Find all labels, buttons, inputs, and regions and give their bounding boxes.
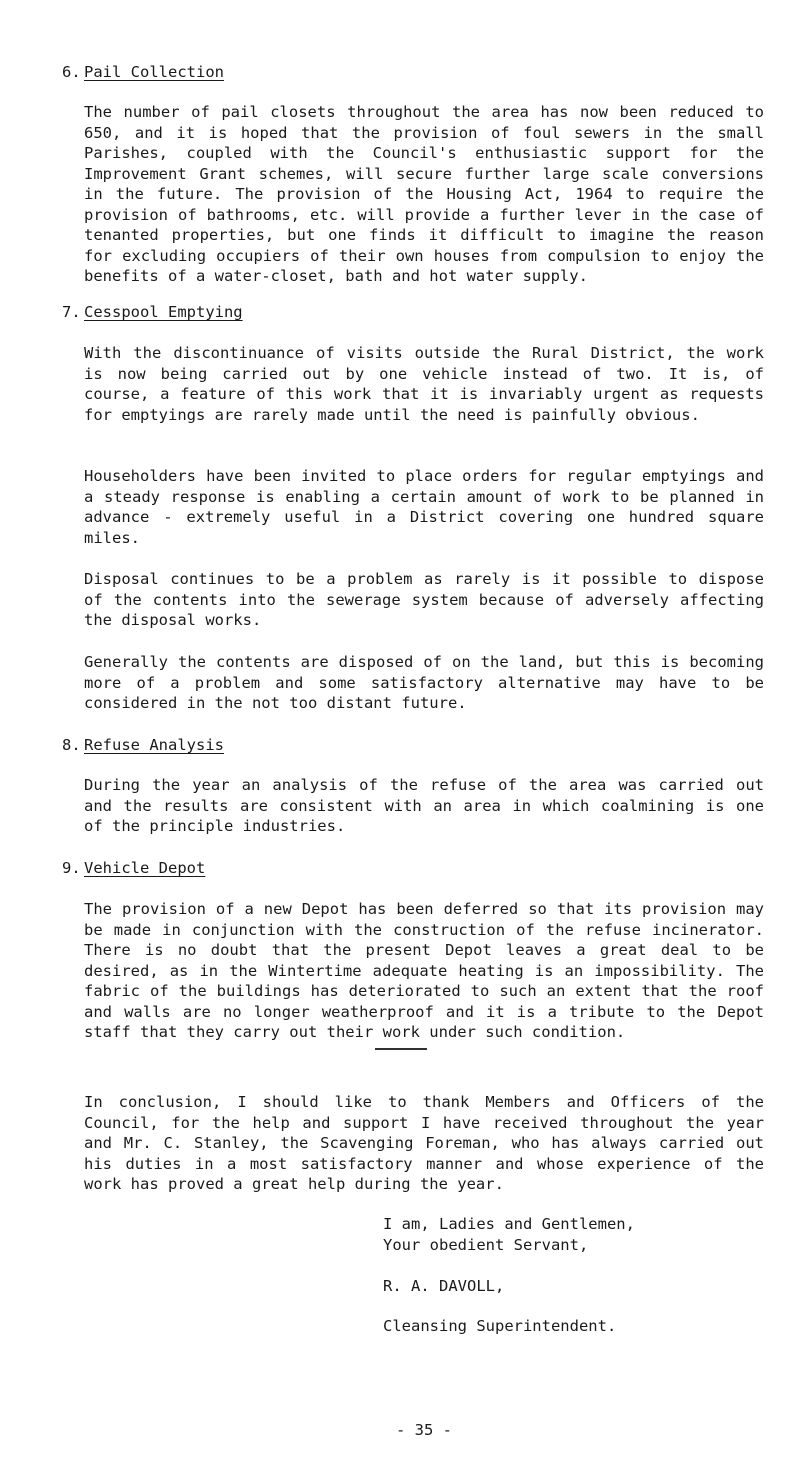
page-number: - 35 - bbox=[396, 1421, 452, 1439]
section-number: 7. bbox=[62, 303, 81, 321]
salutation: I am, Ladies and Gentlemen, bbox=[383, 1215, 635, 1233]
section-heading: Vehicle Depot bbox=[84, 859, 206, 877]
signatory-title: Cleansing Superintendent. bbox=[383, 1317, 617, 1335]
divider bbox=[375, 1048, 427, 1050]
section-heading: Refuse Analysis bbox=[84, 736, 224, 754]
section-number: 8. bbox=[62, 736, 81, 754]
paragraph: Generally the contents are disposed of on the land, but this is becoming more of a problem and some satisfactory alternative may have to be considered in the not too distant future. bbox=[84, 653, 764, 712]
paragraph: Householders have been invited to place orders for regular emptyings and a steady response is enabling a certain amount of work to be planned in advance - extremely useful in a District covering one hundred square miles. bbox=[84, 467, 764, 547]
section-number: 6. bbox=[62, 63, 81, 81]
section-heading: Cesspool Emptying bbox=[84, 303, 243, 321]
paragraph: The provision of a new Depot has been deferred so that its provision may be made in conjunction with the construction of the refuse incinerator. There is no doubt that the present Depot leaves a great deal to be desired, as in the Wintertime adequate heating is an impossibility. The fabric of the buildings has deteriorated to such an extent that the roof and walls are no longer weatherproof and it is a tribute to the Depot staff that they carry out their work under such condition. bbox=[84, 900, 764, 1041]
valediction: Your obedient Servant, bbox=[383, 1236, 589, 1254]
section-heading: Pail Collection bbox=[84, 63, 224, 81]
section-number: 9. bbox=[62, 859, 81, 877]
paragraph: With the discontinuance of visits outside the Rural District, the work is now being carried out by one vehicle instead of two. It is, of course, a feature of this work that it is invariably urgent as requests for emptyings are rarely made until the need is painfully obvious. bbox=[84, 344, 764, 424]
paragraph: The number of pail closets throughout the area has now been reduced to 650, and it is hoped that the provision of foul sewers in the small Parishes, coupled with the Council's enthusiastic support for the Improvement Grant schemes, will secure further large scale conversions in the future. The provision of the Housing Act, 1964 to require the provision of bathrooms, etc. will provide a further lever in the case of tenanted properties, but one finds it difficult to imagine the reason for excluding occupiers of their own houses from compulsion to enjoy the benefits of a water-closet, bath and hot water supply. bbox=[84, 103, 764, 285]
signatory-name: R. A. DAVOLL, bbox=[383, 1277, 505, 1295]
paragraph: Disposal continues to be a problem as rarely is it possible to dispose of the contents into the sewerage system because of adversely affecting the disposal works. bbox=[84, 570, 764, 629]
paragraph: During the year an analysis of the refuse of the area was carried out and the results are consistent with an area in which coalmining is one of the principle industries. bbox=[84, 776, 764, 835]
conclusion-paragraph: In conclusion, I should like to thank Members and Officers of the Council, for the help and support I have received throughout the year and Mr. C. Stanley, the Scavenging Foreman, who has always carried out his duties in a most satisfactory manner and whose experience of the work has proved a great help during the year. bbox=[84, 1093, 764, 1193]
